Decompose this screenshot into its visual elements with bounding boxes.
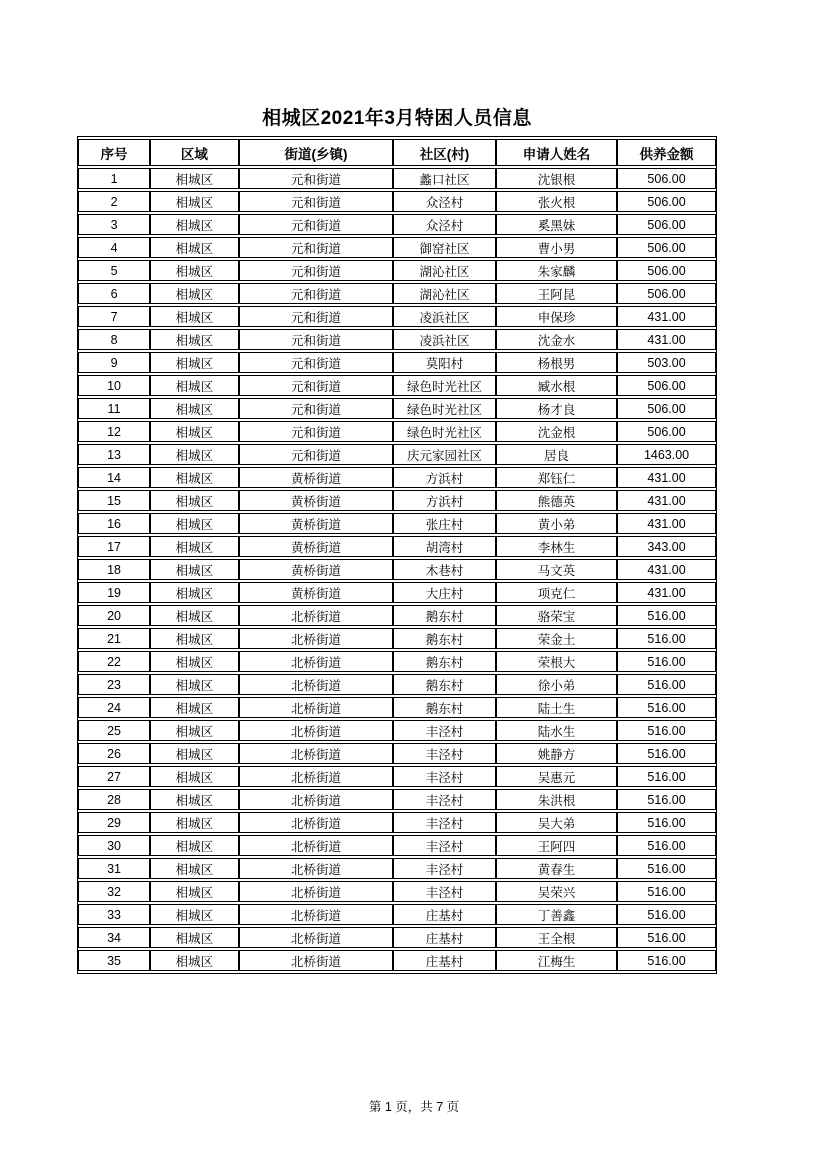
cell-amount: 516.00 [617,605,716,626]
cell-community: 凌浜社区 [393,306,496,327]
table-row [78,306,716,327]
cell-region: 相城区 [150,858,239,879]
cell-index: 17 [78,536,150,557]
cell-index: 34 [78,927,150,948]
cell-region: 相城区 [150,582,239,603]
cell-amount: 431.00 [617,559,716,580]
table-row [78,628,716,649]
cell-region: 相城区 [150,743,239,764]
table-row [78,651,716,672]
cell-index: 29 [78,812,150,833]
cell-amount: 516.00 [617,697,716,718]
cell-community: 蠡口社区 [393,168,496,189]
cell-community: 鹅东村 [393,651,496,672]
cell-index: 28 [78,789,150,810]
cell-amount: 516.00 [617,674,716,695]
cell-index: 15 [78,490,150,511]
cell-amount: 516.00 [617,881,716,902]
cell-index: 1 [78,168,150,189]
cell-street: 元和街道 [239,352,393,373]
cell-community: 湖沁社区 [393,283,496,304]
cell-community: 庄基村 [393,927,496,948]
cell-community: 方浜村 [393,490,496,511]
cell-index: 23 [78,674,150,695]
cell-applicant: 朱家麟 [496,260,617,281]
cell-region: 相城区 [150,812,239,833]
column-header-amount: 供养金额 [617,139,716,166]
table-body [78,168,716,971]
cell-street: 北桥街道 [239,720,393,741]
cell-index: 16 [78,513,150,534]
cell-amount: 343.00 [617,536,716,557]
table-row [78,582,716,603]
cell-community: 丰泾村 [393,858,496,879]
table-row [78,927,716,948]
cell-region: 相城区 [150,375,239,396]
cell-amount: 506.00 [617,398,716,419]
cell-region: 相城区 [150,260,239,281]
cell-street: 黄桥街道 [239,467,393,488]
cell-region: 相城区 [150,467,239,488]
cell-community: 鹅东村 [393,674,496,695]
table-header [78,139,716,166]
table-row [78,835,716,856]
table-row [78,766,716,787]
cell-community: 庄基村 [393,904,496,925]
cell-region: 相城区 [150,398,239,419]
cell-amount: 431.00 [617,513,716,534]
cell-street: 元和街道 [239,421,393,442]
table-row [78,490,716,511]
cell-amount: 431.00 [617,467,716,488]
cell-street: 元和街道 [239,168,393,189]
cell-region: 相城区 [150,283,239,304]
cell-community: 丰泾村 [393,812,496,833]
cell-applicant: 荣根大 [496,651,617,672]
table-row [78,237,716,258]
cell-street: 黄桥街道 [239,559,393,580]
column-header-community: 社区(村) [393,139,496,166]
cell-street: 元和街道 [239,260,393,281]
table-row [78,283,716,304]
cell-street: 北桥街道 [239,950,393,971]
cell-index: 7 [78,306,150,327]
cell-community: 大庄村 [393,582,496,603]
cell-applicant: 黄春生 [496,858,617,879]
table-row [78,513,716,534]
table-row [78,904,716,925]
cell-region: 相城区 [150,881,239,902]
table-row [78,352,716,373]
cell-community: 御窑社区 [393,237,496,258]
cell-street: 北桥街道 [239,881,393,902]
page-number-footer: 第 1 页，共 7 页 [368,1100,460,1114]
cell-applicant: 项克仁 [496,582,617,603]
cell-applicant: 朱洪根 [496,789,617,810]
cell-region: 相城区 [150,490,239,511]
cell-applicant: 丁善鑫 [496,904,617,925]
cell-amount: 516.00 [617,766,716,787]
cell-region: 相城区 [150,927,239,948]
cell-region: 相城区 [150,628,239,649]
cell-applicant: 吴惠元 [496,766,617,787]
cell-street: 北桥街道 [239,812,393,833]
cell-community: 丰泾村 [393,766,496,787]
cell-index: 3 [78,214,150,235]
cell-region: 相城区 [150,536,239,557]
column-header-street: 街道(乡镇) [239,139,393,166]
cell-applicant: 陆水生 [496,720,617,741]
cell-community: 丰泾村 [393,743,496,764]
column-header-region: 区域 [150,139,239,166]
cell-street: 元和街道 [239,375,393,396]
cell-region: 相城区 [150,191,239,212]
cell-applicant: 黄小弟 [496,513,617,534]
cell-amount: 516.00 [617,628,716,649]
cell-community: 鹅东村 [393,697,496,718]
table-row [78,467,716,488]
table-row [78,697,716,718]
cell-amount: 516.00 [617,858,716,879]
cell-street: 北桥街道 [239,651,393,672]
cell-index: 22 [78,651,150,672]
cell-index: 33 [78,904,150,925]
cell-street: 北桥街道 [239,858,393,879]
cell-index: 25 [78,720,150,741]
cell-region: 相城区 [150,950,239,971]
cell-community: 莫阳村 [393,352,496,373]
cell-index: 10 [78,375,150,396]
table-row [78,559,716,580]
cell-index: 21 [78,628,150,649]
cell-community: 木巷村 [393,559,496,580]
cell-index: 35 [78,950,150,971]
cell-amount: 506.00 [617,214,716,235]
cell-amount: 506.00 [617,283,716,304]
cell-index: 12 [78,421,150,442]
table-row [78,720,716,741]
cell-index: 14 [78,467,150,488]
cell-region: 相城区 [150,352,239,373]
cell-street: 元和街道 [239,444,393,465]
column-header-applicant: 申请人姓名 [496,139,617,166]
cell-street: 北桥街道 [239,605,393,626]
cell-community: 庆元家园社区 [393,444,496,465]
cell-amount: 516.00 [617,743,716,764]
cell-applicant: 徐小弟 [496,674,617,695]
cell-applicant: 沈银根 [496,168,617,189]
table-row [78,812,716,833]
table-row [78,605,716,626]
cell-amount: 431.00 [617,490,716,511]
cell-index: 24 [78,697,150,718]
cell-region: 相城区 [150,697,239,718]
cell-amount: 431.00 [617,306,716,327]
table-row [78,329,716,350]
cell-community: 绿色时光社区 [393,398,496,419]
cell-applicant: 臧水根 [496,375,617,396]
cell-amount: 516.00 [617,904,716,925]
cell-index: 9 [78,352,150,373]
cell-applicant: 陆土生 [496,697,617,718]
cell-applicant: 杨才良 [496,398,617,419]
cell-amount: 516.00 [617,789,716,810]
cell-region: 相城区 [150,168,239,189]
cell-index: 2 [78,191,150,212]
cell-amount: 506.00 [617,260,716,281]
cell-street: 北桥街道 [239,835,393,856]
cell-applicant: 姚静方 [496,743,617,764]
cell-street: 元和街道 [239,283,393,304]
cell-index: 5 [78,260,150,281]
cell-applicant: 吴大弟 [496,812,617,833]
table-row [78,858,716,879]
cell-amount: 516.00 [617,950,716,971]
cell-community: 鹅东村 [393,628,496,649]
cell-street: 北桥街道 [239,697,393,718]
cell-amount: 503.00 [617,352,716,373]
cell-index: 26 [78,743,150,764]
cell-community: 众泾村 [393,191,496,212]
cell-street: 北桥街道 [239,904,393,925]
cell-region: 相城区 [150,513,239,534]
cell-street: 元和街道 [239,191,393,212]
table-row [78,168,716,189]
cell-region: 相城区 [150,237,239,258]
table-row [78,421,716,442]
persons-table [77,136,717,974]
cell-street: 黄桥街道 [239,513,393,534]
column-header-index: 序号 [78,139,150,166]
cell-region: 相城区 [150,904,239,925]
cell-index: 8 [78,329,150,350]
cell-region: 相城区 [150,674,239,695]
cell-community: 丰泾村 [393,881,496,902]
cell-amount: 506.00 [617,191,716,212]
cell-applicant: 郑钰仁 [496,467,617,488]
cell-street: 元和街道 [239,306,393,327]
cell-amount: 516.00 [617,651,716,672]
cell-applicant: 王阿昆 [496,283,617,304]
cell-street: 北桥街道 [239,766,393,787]
cell-applicant: 熊德英 [496,490,617,511]
cell-region: 相城区 [150,789,239,810]
cell-amount: 431.00 [617,582,716,603]
cell-amount: 1463.00 [617,444,716,465]
table-row [78,375,716,396]
cell-street: 北桥街道 [239,789,393,810]
cell-amount: 516.00 [617,927,716,948]
cell-community: 胡湾村 [393,536,496,557]
cell-community: 方浜村 [393,467,496,488]
cell-street: 北桥街道 [239,628,393,649]
cell-region: 相城区 [150,421,239,442]
table-row [78,950,716,971]
cell-community: 绿色时光社区 [393,421,496,442]
cell-index: 31 [78,858,150,879]
table-row [78,398,716,419]
cell-applicant: 骆荣宝 [496,605,617,626]
table-row [78,789,716,810]
cell-index: 4 [78,237,150,258]
cell-street: 黄桥街道 [239,536,393,557]
cell-community: 丰泾村 [393,835,496,856]
cell-applicant: 张火根 [496,191,617,212]
cell-index: 13 [78,444,150,465]
page-title: 相城区2021年3月特困人员信息 [262,108,532,129]
cell-applicant: 居良 [496,444,617,465]
cell-region: 相城区 [150,605,239,626]
cell-amount: 516.00 [617,720,716,741]
cell-applicant: 曹小男 [496,237,617,258]
cell-community: 庄基村 [393,950,496,971]
cell-index: 20 [78,605,150,626]
cell-index: 18 [78,559,150,580]
cell-street: 北桥街道 [239,927,393,948]
cell-index: 30 [78,835,150,856]
cell-applicant: 杨根男 [496,352,617,373]
cell-applicant: 马文英 [496,559,617,580]
cell-applicant: 吴荣兴 [496,881,617,902]
cell-region: 相城区 [150,444,239,465]
table-row [78,214,716,235]
cell-index: 19 [78,582,150,603]
cell-amount: 506.00 [617,421,716,442]
cell-street: 元和街道 [239,214,393,235]
cell-applicant: 李林生 [496,536,617,557]
cell-region: 相城区 [150,720,239,741]
table-row [78,260,716,281]
cell-region: 相城区 [150,306,239,327]
table-row [78,191,716,212]
cell-index: 11 [78,398,150,419]
cell-amount: 506.00 [617,375,716,396]
cell-street: 元和街道 [239,398,393,419]
cell-community: 绿色时光社区 [393,375,496,396]
cell-region: 相城区 [150,766,239,787]
cell-amount: 506.00 [617,237,716,258]
cell-community: 丰泾村 [393,789,496,810]
cell-street: 北桥街道 [239,743,393,764]
cell-street: 黄桥街道 [239,582,393,603]
cell-applicant: 荣金土 [496,628,617,649]
cell-street: 元和街道 [239,329,393,350]
cell-amount: 506.00 [617,168,716,189]
table-row [78,743,716,764]
cell-amount: 516.00 [617,812,716,833]
cell-index: 32 [78,881,150,902]
cell-region: 相城区 [150,651,239,672]
cell-amount: 516.00 [617,835,716,856]
cell-community: 张庄村 [393,513,496,534]
cell-applicant: 申保珍 [496,306,617,327]
cell-street: 元和街道 [239,237,393,258]
cell-applicant: 沈金水 [496,329,617,350]
cell-street: 黄桥街道 [239,490,393,511]
table-row [78,674,716,695]
cell-index: 27 [78,766,150,787]
cell-community: 凌浜社区 [393,329,496,350]
cell-community: 鹅东村 [393,605,496,626]
cell-index: 6 [78,283,150,304]
cell-applicant: 王全根 [496,927,617,948]
cell-community: 湖沁社区 [393,260,496,281]
header-row [78,139,716,166]
cell-region: 相城区 [150,559,239,580]
cell-amount: 431.00 [617,329,716,350]
table-row [78,444,716,465]
cell-applicant: 王阿四 [496,835,617,856]
cell-applicant: 沈金根 [496,421,617,442]
cell-community: 丰泾村 [393,720,496,741]
cell-region: 相城区 [150,214,239,235]
cell-street: 北桥街道 [239,674,393,695]
table-row [78,881,716,902]
cell-applicant: 江梅生 [496,950,617,971]
table-row [78,536,716,557]
cell-applicant: 奚黑妹 [496,214,617,235]
cell-region: 相城区 [150,835,239,856]
cell-region: 相城区 [150,329,239,350]
cell-community: 众泾村 [393,214,496,235]
